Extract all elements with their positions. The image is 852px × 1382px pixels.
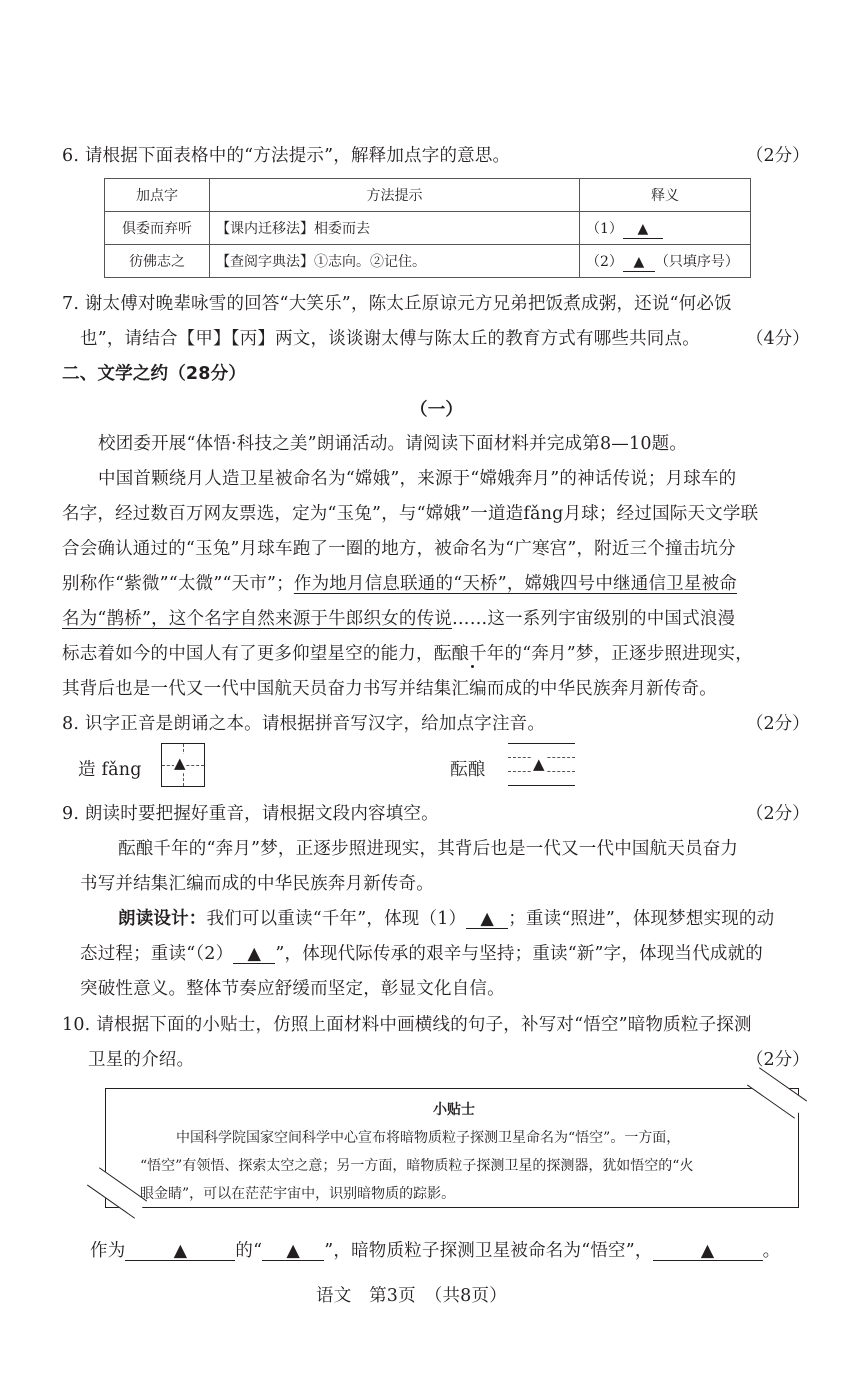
q8-item1-label: 造 fǎng bbox=[78, 760, 142, 780]
passage-line: 名字，经过数百万网友票选，定为“玉兔”，与“嫦娥”一道造fǎng月球；经过国际天文学联 bbox=[62, 504, 759, 524]
answer-blank: ▲ bbox=[653, 1242, 763, 1261]
table-cell-answer: （1） ▲ bbox=[580, 212, 751, 245]
table-header-word: 加点字 bbox=[105, 179, 210, 212]
table-header-method: 方法提示 bbox=[210, 179, 580, 212]
q6-question: 6. 请根据下面表格中的“方法提示”，解释加点字的意思。 bbox=[62, 146, 511, 166]
q7-line1: 7. 谢太傅对晚辈咏雪的回答“大笑乐”，陈太丘原谅元方兄弟把饭煮成粥，还说“何必饭 bbox=[62, 294, 732, 314]
q9-design-line: 朗读设计：我们可以重读“千年”，体现（1） ▲ ；重读“照进”，体现梦想实现的动 bbox=[118, 909, 775, 929]
table-cell-method: 【课内迁移法】相委而去 bbox=[210, 212, 580, 245]
method-table bbox=[104, 178, 751, 278]
q8-score: （2分） bbox=[746, 714, 810, 734]
passage-text: ……这一系列宇宙级别的中国式浪漫 bbox=[452, 609, 736, 629]
emphasis-dot bbox=[471, 665, 474, 668]
character-box bbox=[161, 743, 205, 787]
answer-blank: ▲ bbox=[623, 253, 655, 272]
tips-box bbox=[105, 1088, 799, 1208]
passage-line bbox=[62, 605, 735, 630]
q10-line2: 卫星的介绍。 bbox=[88, 1050, 195, 1070]
answer-blank: ▲ bbox=[623, 220, 663, 239]
answer-blank: ▲ bbox=[233, 945, 275, 964]
tips-text: 中国科学院国家空间科学中心宣布将暗物质粒子探测卫星命名为“悟空”。一方面， bbox=[176, 1130, 681, 1146]
table-cell-word: 俱委而弃听 bbox=[105, 212, 210, 245]
q9-quote: 酝酿千年的“奔月”梦，正逐步照进现实，其背后也是一代又一代中国航天员奋力 bbox=[118, 839, 739, 859]
q9-question: 9. 朗读时要把握好重音，请根据文段内容填空。 bbox=[62, 804, 439, 824]
passage-text: 别称作“紫微”“太微”“天市”； bbox=[62, 574, 294, 594]
q9-design-line: 突破性意义。整体节奏应舒缓而坚定，彰显文化自信。 bbox=[80, 979, 505, 999]
answer-triangle: ▲ bbox=[174, 754, 186, 772]
q7-score: （4分） bbox=[746, 329, 810, 349]
answer-blank: ▲ bbox=[466, 910, 508, 929]
page-footer: 语文 第3页 （共8页） bbox=[316, 1286, 507, 1306]
section-title: 二、文学之约（28分） bbox=[62, 364, 247, 384]
q8-item2-label: 酝酿 bbox=[450, 760, 486, 780]
passage-line: 合会确认通过的“玉兔”月球车跑了一圈的地方，被命名为“广寒宫”，附近三个撞击坑分 bbox=[62, 539, 736, 559]
passage-line: 其背后也是一代又一代中国航天员奋力书写并结集汇编而成的中华民族奔月新传奇。 bbox=[62, 679, 717, 699]
section-subtitle: （一） bbox=[410, 400, 464, 420]
design-label: 朗读设计： bbox=[118, 909, 207, 929]
answer-triangle: ▲ bbox=[533, 755, 545, 773]
passage-line: 标志着如今的中国人有了更多仰望星空的能力，酝酿千年的“奔月”梦，正逐步照进现实， bbox=[62, 644, 753, 664]
passage-line bbox=[62, 570, 737, 595]
underlined-sentence: 名为“鹊桥”，这个名字自然来源于牛郎织女的传说 bbox=[62, 609, 452, 629]
answer-blank: ▲ bbox=[262, 1242, 324, 1261]
q9-score: （2分） bbox=[746, 804, 810, 824]
table-cell-word: 彷佛志之 bbox=[105, 245, 210, 278]
q9-design-line: 态过程；重读“（2） ▲ ”，体现代际传承的艰辛与坚持；重读“新”字，体现当代成就的 bbox=[80, 944, 763, 964]
q7-line2: 也”，请结合【甲】【丙】两文，谈谈谢太傅与陈太丘的教育方式有哪些共同点。 bbox=[80, 329, 700, 349]
tips-title: 小贴士 bbox=[433, 1102, 475, 1118]
passage-line: 中国首颗绕月人造卫星被命名为“嫦娥”，来源于“嫦娥奔月”的神话传说；月球车的 bbox=[98, 469, 737, 489]
tips-text: 眼金睛”，可以在茫茫宇宙中，识别暗物质的踪影。 bbox=[140, 1186, 456, 1202]
pinyin-lines bbox=[508, 743, 575, 785]
answer-blank: ▲ bbox=[125, 1242, 235, 1261]
tips-text: “悟空”有领悟、探索太空之意；另一方面，暗物质粒子探测卫星的探测器，犹如悟空的“火 bbox=[140, 1158, 694, 1174]
table-header-meaning: 释义 bbox=[580, 179, 751, 212]
q6-score: （2分） bbox=[746, 146, 810, 166]
underlined-sentence: 作为地月信息联通的“天桥”，嫦娥四号中继通信卫星被命 bbox=[293, 574, 737, 594]
q10-line1: 10. 请根据下面的小贴士，仿照上面材料中画横线的句子，补写对“悟空”暗物质粒子探测 bbox=[62, 1015, 752, 1035]
table-cell-method: 【查阅字典法】①志向。②记住。 bbox=[210, 245, 580, 278]
q9-quote: 书写并结集汇编而成的中华民族奔月新传奇。 bbox=[80, 874, 434, 894]
passage-intro: 校团委开展“体悟·科技之美”朗诵活动。请阅读下面材料并完成第8—10题。 bbox=[98, 434, 688, 454]
q10-score: （2分） bbox=[746, 1050, 810, 1070]
q10-fill-line: 作为 ▲ 的“ ▲ ”，暗物质粒子探测卫星被命名为“悟空”， ▲ 。 bbox=[90, 1241, 781, 1261]
q8-question: 8. 识字正音是朗诵之本。请根据拼音写汉字，给加点字注音。 bbox=[62, 714, 546, 734]
table-cell-answer: （2） ▲ （只填序号） bbox=[580, 245, 751, 278]
